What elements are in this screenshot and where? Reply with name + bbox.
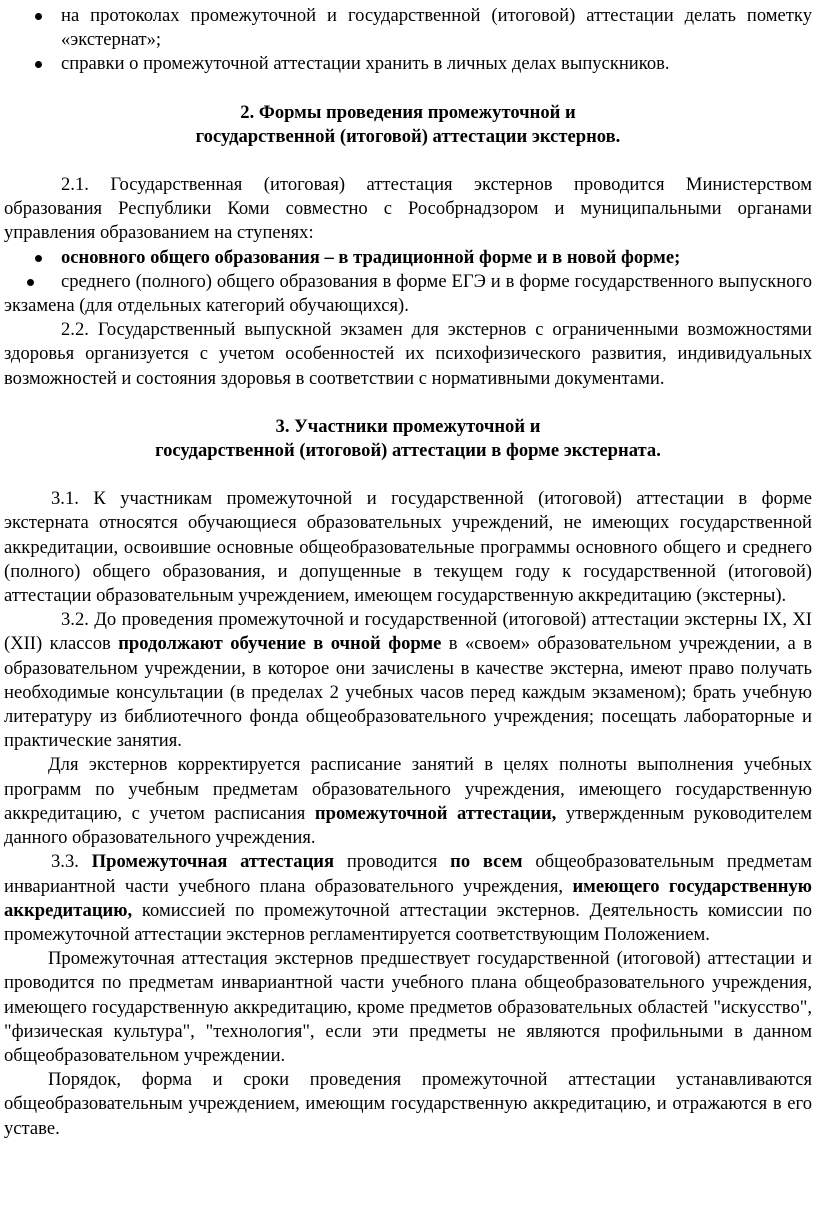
list-item-text: справки о промежуточной аттестации хранить в личных делах выпускников. [61, 53, 670, 75]
paragraph-3-3-text-1: проводится [334, 851, 451, 873]
paragraph-3-2-end: в «своем» образовательном учреждении, а в образовательном учреждении, в которое они зачислены в качестве экстерна, имеют право получать необходимые консультации (в пределах 2 учебных часов перед каждым экзаменом); брать учебную литературу из библиотечного фонда общеобразовательного учреждения; посещать лабораторные и практические занятия. [4, 633, 812, 752]
paragraph-3-2-start: 3.2. До проведения промежуточной и государственной (итоговой) аттестации экстерны IX, XI (XII) классов [4, 609, 812, 655]
bullet-icon [27, 279, 34, 286]
paragraph-3-2 [4, 608, 812, 753]
paragraph-3-2-emphasis: продолжают обучение в очной форме [118, 633, 442, 655]
list-item-text: на протоколах промежуточной и государственной (итоговой) аттестации делать пометку «экстернат»; [61, 5, 812, 51]
section-2-bullet-list [4, 246, 812, 319]
section-2-heading-line-2: государственной (итоговой) аттестации экстернов. [195, 125, 621, 147]
bullet-icon [35, 13, 42, 20]
intro-bullet-list [4, 4, 812, 77]
list-item [4, 4, 812, 52]
paragraph-3-3-number: 3.3. [51, 851, 92, 873]
list-item [4, 52, 812, 76]
paragraph-3-3-emphasis-3: имеющего государственную аккредитацию, [4, 875, 812, 921]
paragraph-order: Порядок, форма и сроки проведения промежуточной аттестации устанавливаются общеобразовательным учреждением, имеющим государственную аккредитацию, и отражаются в его уставе. [4, 1069, 812, 1139]
paragraph-schedule-emphasis: промежуточной аттестации, [314, 802, 557, 824]
paragraph-precedes: Промежуточная аттестация экстернов предшествует государственной (итоговой) аттестации и проводится по предметам инвариантной части учебного плана общеобразовательного учреждения, имеющего государственную аккредитацию, кроме предметов образовательных областей "искусство", "физическая культура", "технология", если эти предметы не являются профильными в данном общеобразовательном учреждении. [4, 948, 812, 1066]
section-3-heading-line-1: 3. Участники промежуточной и [275, 415, 541, 437]
paragraph-schedule-start: Для экстернов корректируется расписание занятий в целях полноты выполнения учебных программ по учебным предметам образовательного учреждения, имеющего государственную аккредитацию, с учетом расписания [4, 754, 812, 824]
paragraph-3-3-emphasis-2: по всем [450, 851, 523, 873]
section-3-heading-line-2: государственной (итоговой) аттестации в форме экстерната. [155, 440, 661, 462]
list-item [4, 246, 812, 270]
paragraph-3-3-emphasis-1: Промежуточная аттестация [91, 851, 335, 873]
list-item-text: среднего (полного) общего образования в форме ЕГЭ и в форме государственного выпускного экзамена (для отдельных категорий обучающихся). [4, 270, 812, 317]
paragraph-3-3-text-3: комиссией по промежуточной аттестации экстернов. Деятельность комиссии по промежуточной аттестации экстернов регламентируется соответствующим Положением. [4, 899, 812, 945]
paragraph-2-2: 2.2. Государственный выпускной экзамен для экстернов с ограниченными возможностями здоровья организуется с учетом особенностей их психофизического развития, индивидуальных возможностей и состояния здоровья в соответствии с нормативными документами. [4, 319, 812, 389]
paragraph-3-3-text-2: общеобразовательным предметам инвариантной части учебного плана образовательного учреждения, [4, 851, 812, 897]
section-2-heading-line-1: 2. Формы проведения промежуточной и [240, 101, 576, 123]
paragraph-schedule-end: утвержденным руководителем данного образовательного учреждения. [4, 802, 812, 849]
paragraph-3-1: 3.1. К участникам промежуточной и государственной (итоговой) аттестации в форме экстерната относятся обучающиеся образовательных учреждений, не имеющих государственной аккредитации, освоившие основные общеобразовательные программы основного общего и среднего (полного) общего образования, и допущенные в текущем году к государственной (итоговой) аттестации образовательным учреждением, имеющем государственную аккредитацию (экстерны). [4, 488, 812, 607]
paragraph-schedule [4, 753, 812, 850]
bullet-icon [35, 255, 42, 262]
paragraph-3-3 [4, 850, 812, 947]
list-item-text: основного общего образования – в традиционной форме и в новой форме; [61, 246, 681, 268]
paragraph-2-1: 2.1. Государственная (итоговая) аттестация экстернов проводится Министерством образования Республики Коми совместно с Рособрнадзором и муниципальными органами управления образованием на ступенях: [4, 174, 812, 244]
bullet-icon [35, 61, 42, 68]
list-item [4, 270, 812, 318]
